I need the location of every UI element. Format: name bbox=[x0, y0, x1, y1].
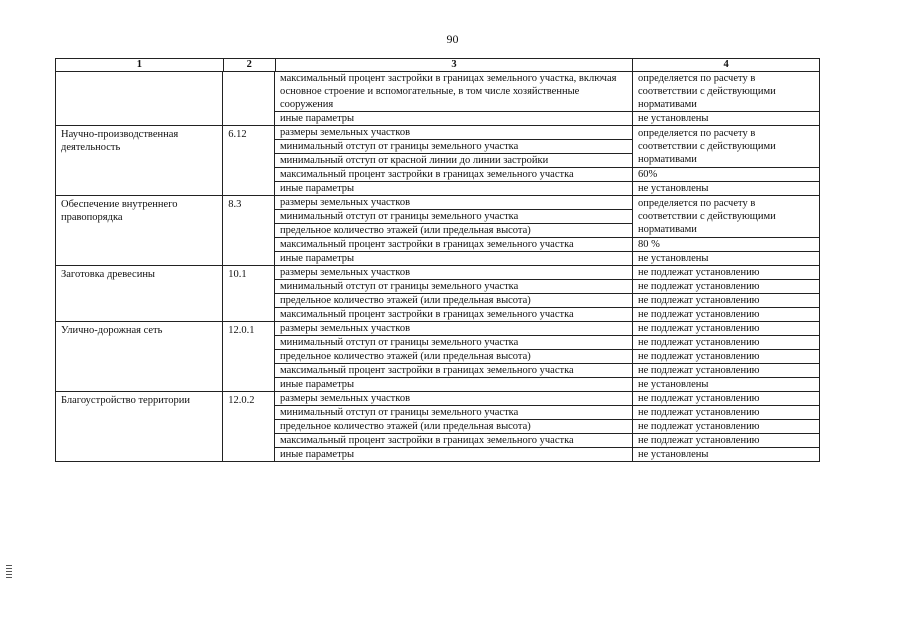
param-name: иные параметры bbox=[275, 182, 633, 196]
group-code: 12.0.2 bbox=[223, 392, 275, 462]
param-name: максимальный процент застройки в границах земельного участка bbox=[275, 364, 633, 378]
param-value: не установлены bbox=[633, 252, 820, 266]
param-row bbox=[275, 322, 820, 336]
param-name: размеры земельных участков bbox=[275, 322, 633, 336]
merged-param-block bbox=[275, 126, 820, 168]
param-name: размеры земельных участков bbox=[275, 196, 633, 210]
param-name: минимальный отступ от границы земельного участка bbox=[275, 336, 633, 350]
param-name: размеры земельных участков bbox=[275, 266, 633, 280]
table-group bbox=[55, 196, 820, 266]
table-group-continued bbox=[55, 72, 820, 126]
header-col-1: 1 bbox=[56, 59, 224, 72]
param-row bbox=[275, 350, 820, 364]
param-value: не установлены bbox=[633, 448, 820, 462]
margin-stamp-mark bbox=[6, 565, 12, 579]
param-value: определяется по расчету в соответствии с действующими нормативами bbox=[633, 126, 820, 168]
regulations-table bbox=[55, 58, 820, 462]
group-params bbox=[275, 266, 820, 322]
param-name: минимальный отступ от границы земельного участка bbox=[275, 210, 633, 224]
param-row bbox=[275, 280, 820, 294]
group-name: Научно-производственная деятельность bbox=[56, 126, 223, 196]
group-code: 6.12 bbox=[223, 126, 275, 196]
param-row bbox=[275, 168, 820, 182]
param-value: не подлежат установлению bbox=[633, 280, 820, 294]
param-value: не подлежат установлению bbox=[633, 364, 820, 378]
param-row bbox=[275, 308, 820, 322]
table-header-row bbox=[55, 58, 820, 72]
group-name: Благоустройство территории bbox=[56, 392, 223, 462]
group-params bbox=[275, 322, 820, 392]
header-col-4: 4 bbox=[633, 59, 820, 72]
param-name: максимальный процент застройки в границах земельного участка bbox=[275, 308, 633, 322]
group-name: Заготовка древесины bbox=[56, 266, 223, 322]
table-group bbox=[55, 266, 820, 322]
param-name: иные параметры bbox=[275, 378, 633, 392]
param-value: не подлежат установлению bbox=[633, 308, 820, 322]
group-name-cell bbox=[56, 72, 223, 126]
param-value: 60% bbox=[633, 168, 820, 182]
param-row bbox=[275, 238, 820, 252]
param-name: иные параметры bbox=[275, 252, 633, 266]
table-group bbox=[55, 126, 820, 196]
param-row bbox=[275, 364, 820, 378]
param-name: минимальный отступ от границы земельного участка bbox=[275, 140, 633, 154]
param-value: определяется по расчету в соответствии с действующими нормативами bbox=[633, 196, 820, 238]
merged-param-block bbox=[275, 196, 820, 238]
group-code: 8.3 bbox=[223, 196, 275, 266]
param-name: максимальный процент застройки в границах земельного участка bbox=[275, 168, 633, 182]
param-row bbox=[275, 392, 820, 406]
param-name: максимальный процент застройки в границах земельного участка, включая основное строение и вспомогательные, в том числе хозяйственные сооружения bbox=[275, 72, 633, 112]
param-value: не подлежат установлению bbox=[633, 392, 820, 406]
param-row bbox=[275, 112, 820, 126]
param-value: не подлежат установлению bbox=[633, 434, 820, 448]
param-value: не установлены bbox=[633, 112, 820, 126]
param-name: максимальный процент застройки в границах земельного участка bbox=[275, 434, 633, 448]
group-params bbox=[275, 126, 820, 196]
param-name: минимальный отступ от границы земельного участка bbox=[275, 406, 633, 420]
param-row bbox=[275, 72, 820, 112]
param-name: максимальный процент застройки в границах земельного участка bbox=[275, 238, 633, 252]
param-value: не установлены bbox=[633, 378, 820, 392]
param-row bbox=[275, 182, 820, 196]
group-code: 10.1 bbox=[223, 266, 275, 322]
param-value: не подлежат установлению bbox=[633, 420, 820, 434]
header-col-2: 2 bbox=[224, 59, 276, 72]
param-name: предельное количество этажей (или предельная высота) bbox=[275, 294, 633, 308]
group-name: Улично-дорожная сеть bbox=[56, 322, 223, 392]
group-params bbox=[275, 72, 820, 126]
param-name: предельное количество этажей (или предельная высота) bbox=[275, 350, 633, 364]
param-row bbox=[275, 420, 820, 434]
param-row bbox=[275, 406, 820, 420]
param-value: не подлежат установлению bbox=[633, 336, 820, 350]
group-name: Обеспечение внутреннего правопорядка bbox=[56, 196, 223, 266]
param-value: не подлежат установлению bbox=[633, 406, 820, 420]
param-value: не подлежат установлению bbox=[633, 350, 820, 364]
table-group bbox=[55, 322, 820, 392]
param-value: не установлены bbox=[633, 182, 820, 196]
group-code-cell bbox=[223, 72, 275, 126]
param-name: иные параметры bbox=[275, 448, 633, 462]
param-name: размеры земельных участков bbox=[275, 392, 633, 406]
param-name: минимальный отступ от границы земельного участка bbox=[275, 280, 633, 294]
page-number: 90 bbox=[446, 32, 459, 46]
param-value: не подлежат установлению bbox=[633, 266, 820, 280]
param-name: минимальный отступ от красной линии до линии застройки bbox=[275, 154, 633, 168]
groups-container bbox=[55, 126, 820, 462]
param-value: не подлежат установлению bbox=[633, 322, 820, 336]
table-group bbox=[55, 392, 820, 462]
param-name: размеры земельных участков bbox=[275, 126, 633, 140]
param-value: не подлежат установлению bbox=[633, 294, 820, 308]
param-row bbox=[275, 294, 820, 308]
param-value: определяется по расчету в соответствии с действующими нормативами bbox=[633, 72, 820, 112]
param-row bbox=[275, 252, 820, 266]
param-name: иные параметры bbox=[275, 112, 633, 126]
param-name: предельное количество этажей (или предельная высота) bbox=[275, 420, 633, 434]
header-col-3: 3 bbox=[276, 59, 634, 72]
param-row bbox=[275, 266, 820, 280]
param-row bbox=[275, 434, 820, 448]
group-params bbox=[275, 392, 820, 462]
param-row bbox=[275, 378, 820, 392]
group-params bbox=[275, 196, 820, 266]
group-code: 12.0.1 bbox=[223, 322, 275, 392]
param-name: предельное количество этажей (или предельная высота) bbox=[275, 224, 633, 238]
param-row bbox=[275, 448, 820, 462]
param-value: 80 % bbox=[633, 238, 820, 252]
param-row bbox=[275, 336, 820, 350]
